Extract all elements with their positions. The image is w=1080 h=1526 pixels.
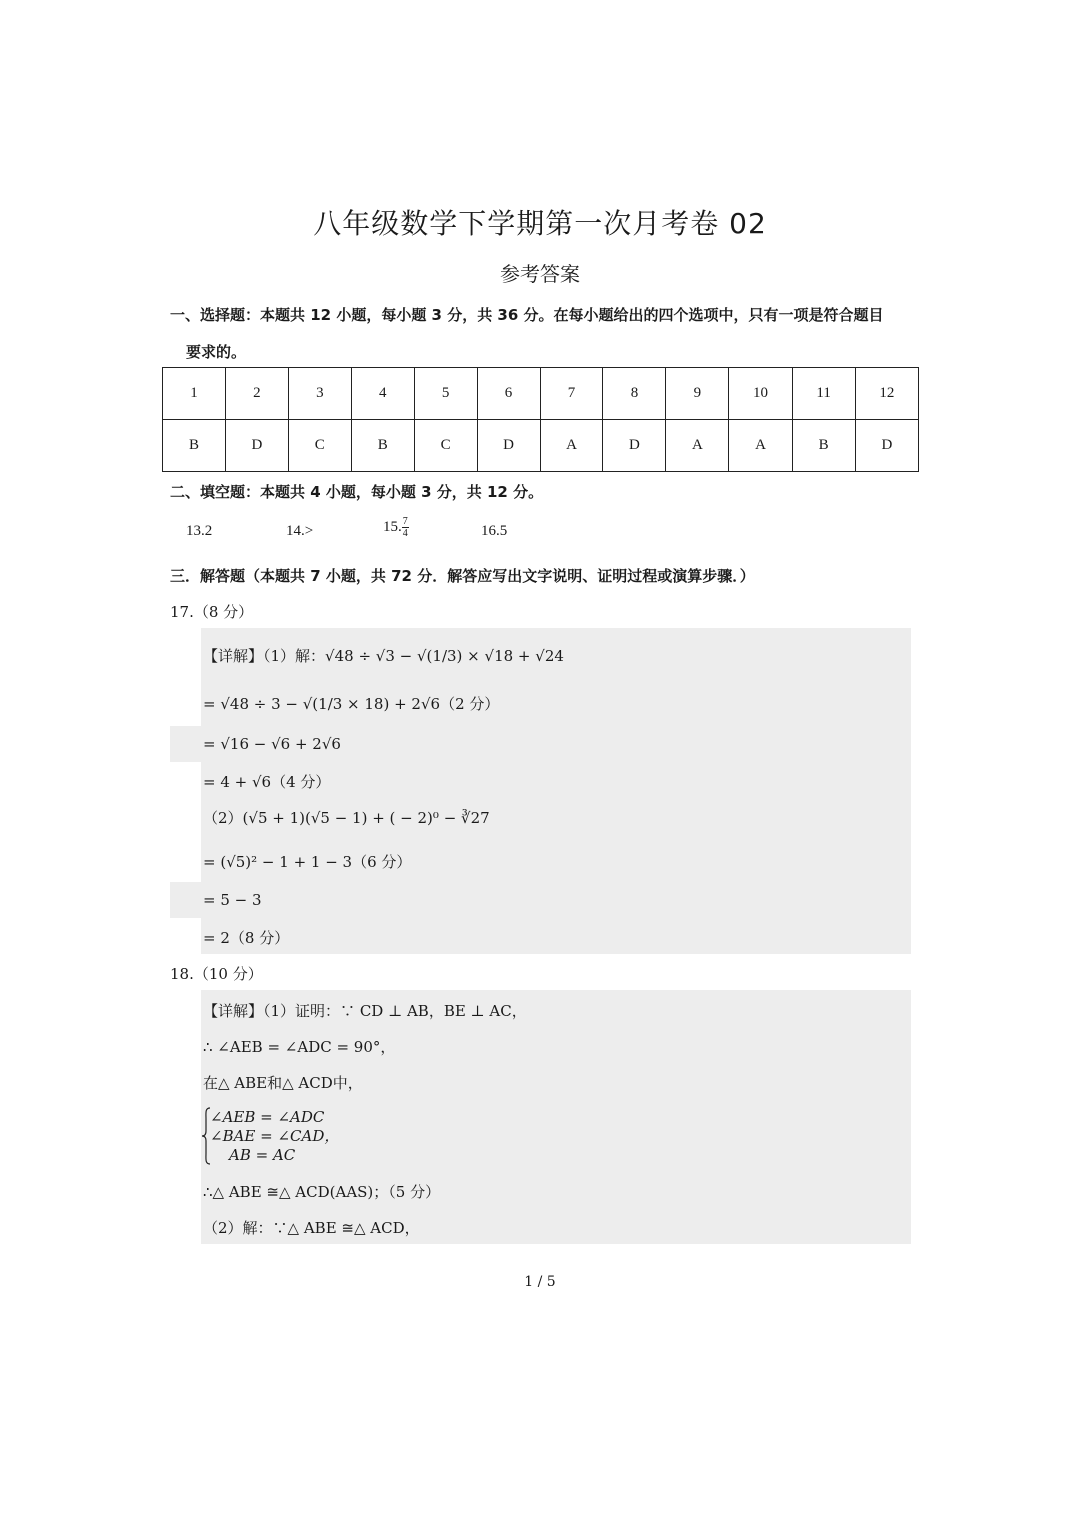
table-cell: B bbox=[792, 420, 855, 472]
table-cell: 9 bbox=[666, 368, 729, 420]
section1-heading-cont: 要求的。 bbox=[186, 343, 247, 361]
q17-line-7: = 5 − 3 bbox=[203, 891, 262, 909]
table-cell: 11 bbox=[792, 368, 855, 420]
section1-heading: 一、选择题：本题共 12 小题，每小题 3 分，共 36 分。在每小题给出的四个选项中，只有一项是符合题目 bbox=[170, 306, 884, 324]
table-cell: 4 bbox=[351, 368, 414, 420]
table-cell: 10 bbox=[729, 368, 792, 420]
table-cell: C bbox=[414, 420, 477, 472]
table-cell: D bbox=[225, 420, 288, 472]
fraction bbox=[402, 516, 409, 539]
table-cell: 2 bbox=[225, 368, 288, 420]
q18-brace-line-1: ∠AEB = ∠ADC bbox=[210, 1108, 325, 1126]
page-subtitle: 参考答案 bbox=[500, 262, 580, 286]
q18-line-1: 【详解】（1）证明：∵ CD ⊥ AB，BE ⊥ AC， bbox=[203, 1002, 527, 1020]
table-cell: D bbox=[477, 420, 540, 472]
table-cell: 6 bbox=[477, 368, 540, 420]
q17-line-3: = √16 − √6 + 2√6 bbox=[203, 735, 341, 753]
q17-line-8: = 2（8 分） bbox=[203, 929, 290, 947]
q17-shade-notch bbox=[170, 726, 202, 762]
q17-line-5: （2）(√5 + 1)(√5 − 1) + ( − 2)⁰ − ∛27 bbox=[203, 809, 490, 827]
question-18-label: 18.（10 分） bbox=[170, 965, 263, 983]
q18-line-2: ∴ ∠AEB = ∠ADC = 90°， bbox=[203, 1038, 396, 1056]
q18-line-3: 在△ ABE和△ ACD中， bbox=[203, 1074, 363, 1092]
q17-line-1: 【详解】（1）解：√48 ÷ √3 − √(1/3) × √18 + √24 bbox=[203, 647, 564, 665]
fraction-denominator: 4 bbox=[402, 528, 408, 539]
answer-table-numbers-row bbox=[163, 368, 919, 420]
section2-heading: 二、填空题：本题共 4 小题，每小题 3 分，共 12 分。 bbox=[170, 483, 544, 501]
q18-line-4: ∴△ ABE ≅△ ACD(AAS)；（5 分） bbox=[203, 1183, 441, 1201]
fill-answer-15 bbox=[383, 516, 409, 539]
q17-shade-notch bbox=[170, 882, 202, 918]
table-cell: A bbox=[666, 420, 729, 472]
q17-line-6: = (√5)² − 1 + 1 − 3（6 分） bbox=[203, 853, 412, 871]
answer-table bbox=[162, 367, 919, 472]
table-cell: 3 bbox=[288, 368, 351, 420]
page-title: 八年级数学下学期第一次月考卷 02 bbox=[313, 207, 767, 240]
table-cell: 8 bbox=[603, 368, 666, 420]
table-cell: 7 bbox=[540, 368, 603, 420]
table-cell: 12 bbox=[855, 368, 918, 420]
q18-line-5: （2）解：∵△ ABE ≅△ ACD， bbox=[203, 1219, 420, 1237]
q18-brace-line-2: ∠BAE = ∠CAD， bbox=[210, 1127, 340, 1145]
fill-answer-13: 13.2 bbox=[186, 523, 213, 539]
table-cell: 1 bbox=[163, 368, 226, 420]
page-number: 1 / 5 bbox=[524, 1274, 556, 1290]
table-cell: A bbox=[729, 420, 792, 472]
fraction-numerator: 7 bbox=[402, 516, 408, 527]
table-cell: 5 bbox=[414, 368, 477, 420]
fill-answer-16: 16.5 bbox=[481, 523, 508, 539]
q17-line-4: = 4 + √6（4 分） bbox=[203, 773, 331, 791]
q17-line-2: = √48 ÷ 3 − √(1/3 × 18) + 2√6（2 分） bbox=[203, 695, 500, 713]
fill-answer-15-prefix: 15. bbox=[383, 518, 402, 535]
table-cell: A bbox=[540, 420, 603, 472]
table-cell: B bbox=[351, 420, 414, 472]
table-cell: C bbox=[288, 420, 351, 472]
question-17-label: 17.（8 分） bbox=[170, 603, 254, 621]
answer-table-answers-row bbox=[163, 420, 919, 472]
table-cell: D bbox=[603, 420, 666, 472]
fill-answer-14: 14.> bbox=[286, 523, 314, 539]
table-cell: B bbox=[163, 420, 226, 472]
table-cell: D bbox=[855, 420, 918, 472]
q18-brace-line-3: AB = AC bbox=[229, 1146, 296, 1164]
section3-heading: 三．解答题（本题共 7 小题，共 72 分．解答应写出文字说明、证明过程或演算步骤．） bbox=[170, 567, 755, 585]
